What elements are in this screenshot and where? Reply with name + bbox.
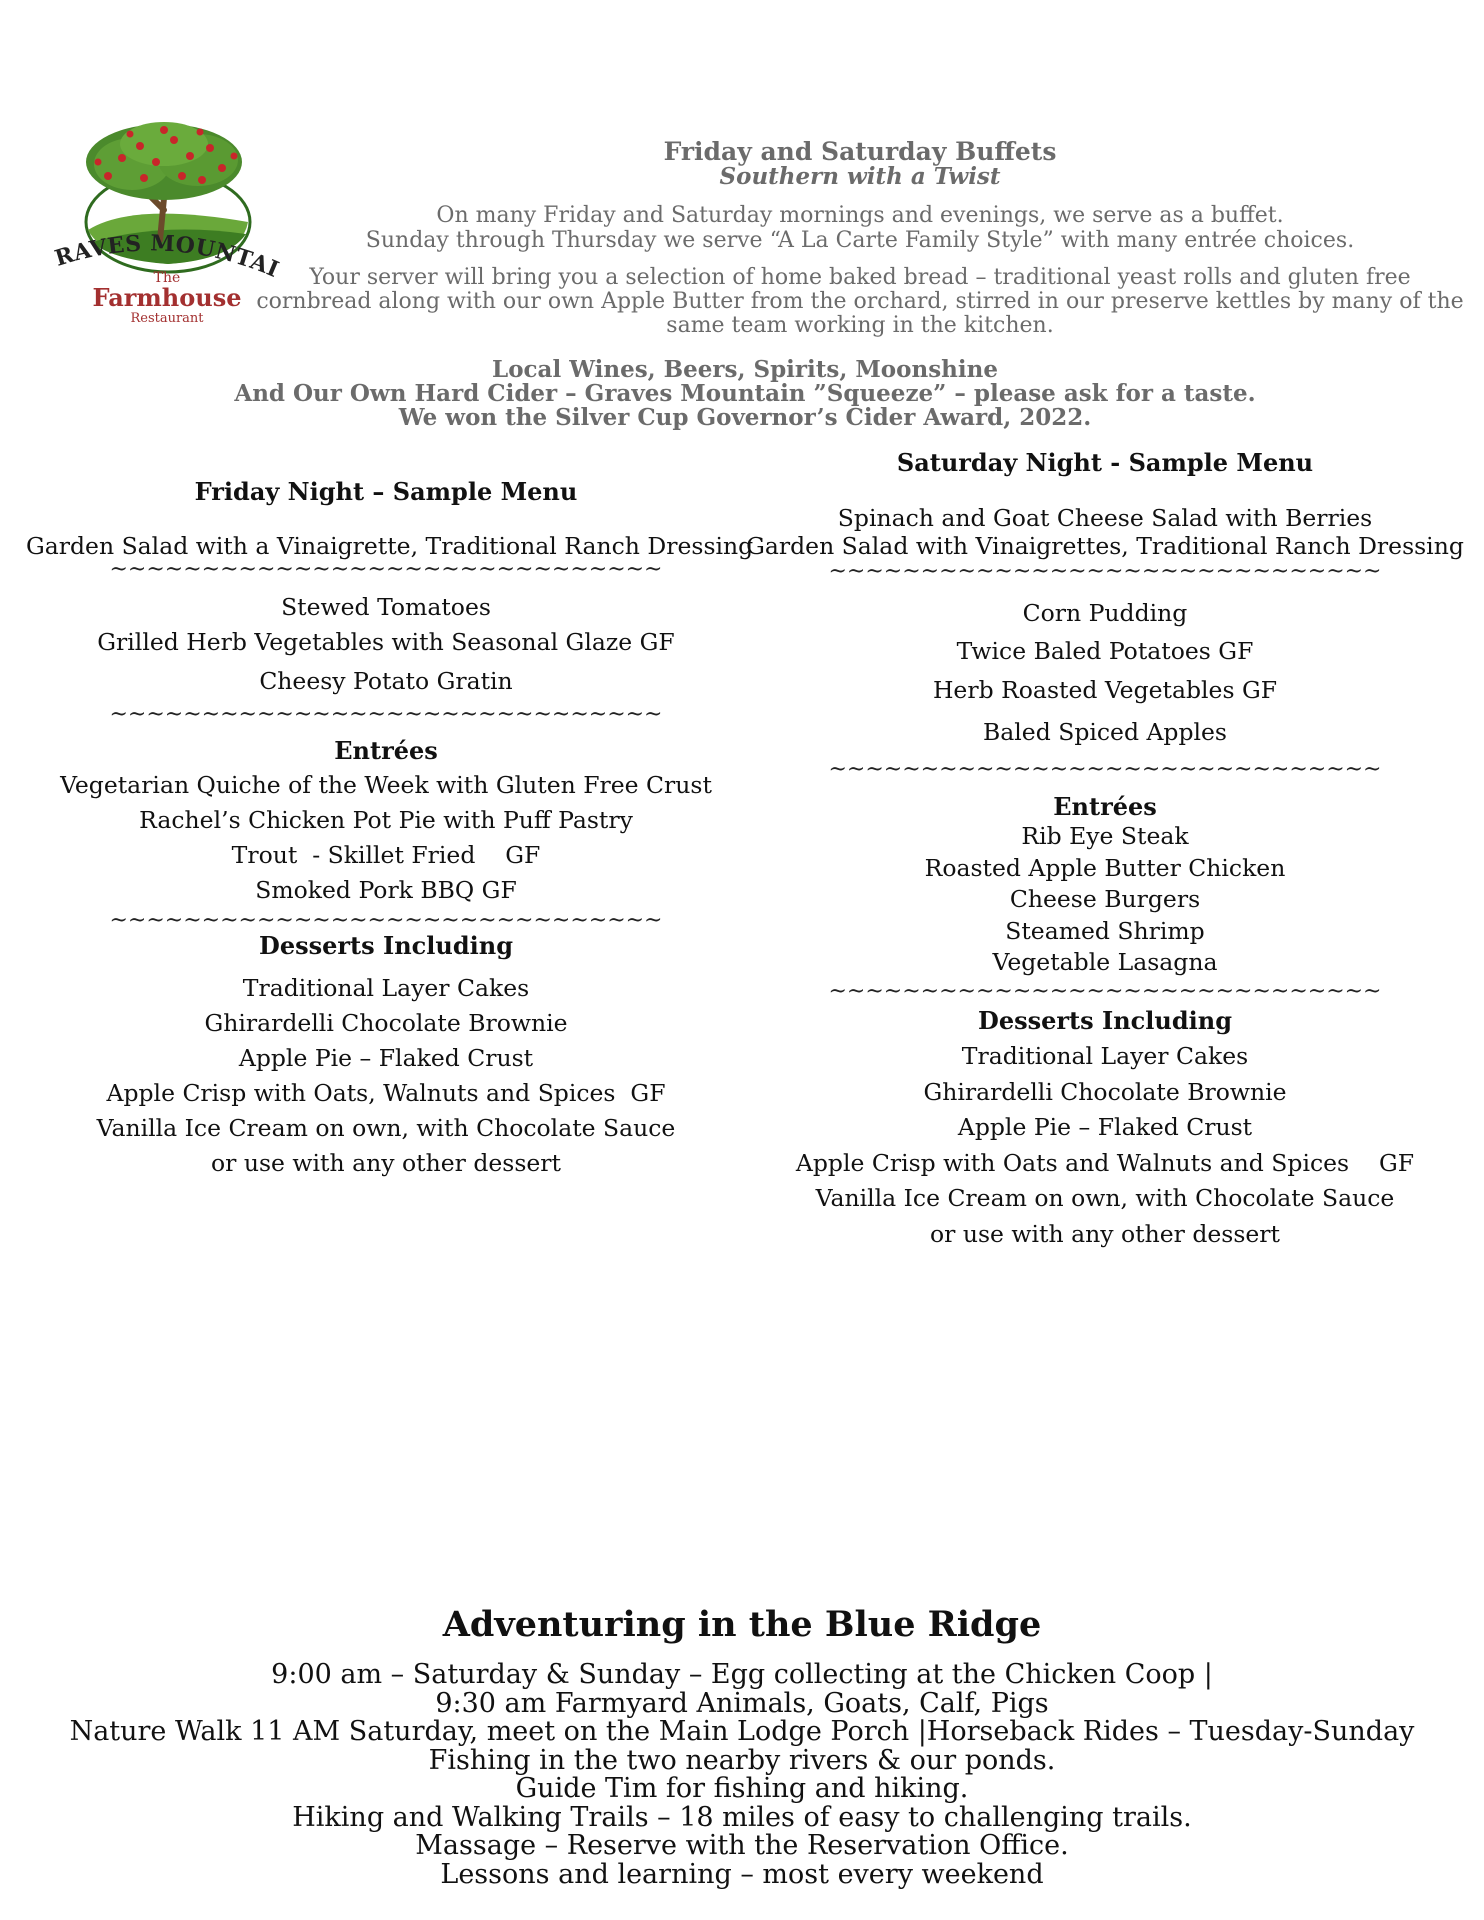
logo-the: The <box>153 270 181 286</box>
intro-text <box>250 203 1470 253</box>
menu-item: Twice Baled Potatoes GF <box>956 637 1254 665</box>
dessert-item: Ghirardelli Chocolate Brownie <box>204 1009 568 1037</box>
buffet-header <box>250 138 1470 338</box>
promo-text <box>200 358 1290 430</box>
adventure-item: Lessons and learning – most every weekend <box>440 1858 1044 1890</box>
intro-line: On many Friday and Saturday mornings and evenings, we serve as a buffet. <box>436 203 1284 228</box>
menu-item: Cheesy Potato Gratin <box>259 667 513 695</box>
adventure-item: Massage – Reserve with the Reservation Office. <box>415 1830 1069 1861</box>
dessert-item: Apple Pie – Flaked Crust <box>957 1112 1253 1141</box>
logo-brand-top: RAVES MOUNTAI <box>52 230 282 284</box>
adventure-item: 9:00 am – Saturday & Sunday – Egg collecting at the Chicken Coop | <box>271 1659 1213 1690</box>
dessert-item: or use with any other dessert <box>930 1219 1280 1248</box>
promo-line: And Our Own Hard Cider – Graves Mountain ”Squeeze” – please ask for a taste. <box>234 380 1256 407</box>
friday-desserts-heading: Desserts Including <box>259 931 513 960</box>
dessert-item: Apple Crisp with Oats and Walnuts and Spices GF <box>795 1148 1415 1177</box>
tree-logo-icon <box>52 118 282 328</box>
header-title: Friday and Saturday Buffets <box>663 137 1057 166</box>
logo-restaurant: Restaurant <box>130 311 204 326</box>
menu-item: Roasted Apple Butter Chicken <box>924 853 1286 882</box>
saturday-desserts-heading: Desserts Including <box>978 1005 1232 1035</box>
promo-line: Local Wines, Beers, Spirits, Moonshine <box>492 356 998 383</box>
bread-line: same team working in the kitchen. <box>666 313 1054 338</box>
divider: ~~~~~~~~~~~~~~~~~~~~~~~~~~~~~~ <box>109 706 663 724</box>
intro-line: Sunday through Thursday we serve “A La Carte Family Style” with many entrée choices. <box>365 228 1355 253</box>
menu-item: Grilled Herb Vegetables with Seasonal Glaze GF <box>97 628 675 656</box>
divider: ~~~~~~~~~~~~~~~~~~~~~~~~~~~~~~ <box>109 912 663 930</box>
adventure-item: Hiking and Walking Trails – 18 miles of easy to challenging trails. <box>292 1801 1192 1833</box>
menu-item: Cheese Burgers <box>1009 885 1201 913</box>
dessert-item: Apple Crisp with Oats, Walnuts and Spices GF <box>106 1079 666 1107</box>
bread-line: cornbread along with our own Apple Butter from the orchard, stirred in our preserve kettles by many of the <box>256 289 1464 314</box>
dessert-item: or use with any other dessert <box>211 1149 561 1177</box>
adventure-item: Fishing in the two nearby rivers & our ponds. <box>428 1744 1056 1776</box>
friday-salad: Garden Salad with a Vinaigrette, Traditional Ranch Dressing <box>26 532 754 560</box>
adventure-title: Adventuring in the Blue Ridge <box>442 1604 1042 1645</box>
adventure-item: Nature Walk 11 AM Saturday, meet on the Main Lodge Porch |Horseback Rides – Tuesday-Sunday <box>69 1716 1415 1747</box>
header-subtitle: Southern with a Twist <box>719 163 1001 190</box>
dessert-item: Ghirardelli Chocolate Brownie <box>923 1077 1287 1106</box>
menu-item: Smoked Pork BBQ GF <box>255 876 517 904</box>
menu-item: Corn Pudding <box>1022 599 1188 627</box>
friday-heading: Friday Night – Sample Menu <box>194 477 578 506</box>
bread-line: Your server will bring you a selection of home baked bread – traditional yeast rolls and gluten free <box>309 265 1411 290</box>
saturday-salad: Garden Salad with Vinaigrettes, Traditional Ranch Dressing <box>746 532 1464 560</box>
adventure-section <box>0 1605 1484 1889</box>
menu-item: Stewed Tomatoes <box>281 593 491 621</box>
dessert-item: Vanilla Ice Cream on own, with Chocolate Sauce <box>96 1114 676 1142</box>
dessert-item: Vanilla Ice Cream on own, with Chocolate Sauce <box>815 1183 1395 1212</box>
divider: ~~~~~~~~~~~~~~~~~~~~~~~~~~~~~~ <box>828 563 1382 581</box>
menu-item: Baled Spiced Apples <box>983 718 1227 746</box>
divider: ~~~~~~~~~~~~~~~~~~~~~~~~~~~~~~ <box>109 561 663 579</box>
promo-line: We won the Silver Cup Governor’s Cider Award, 2022. <box>398 404 1092 431</box>
menu-item: Trout - Skillet Fried GF <box>231 841 541 869</box>
menu-item: Herb Roasted Vegetables GF <box>932 676 1278 704</box>
menu-item: Rib Eye Steak <box>1021 822 1189 850</box>
adventure-list <box>0 1661 1484 1889</box>
menu-item: Steamed Shrimp <box>1005 916 1205 945</box>
saturday-heading: Saturday Night - Sample Menu <box>896 448 1314 477</box>
friday-menu <box>26 477 754 1181</box>
logo-farmhouse: Farmhouse <box>92 283 242 312</box>
divider: ~~~~~~~~~~~~~~~~~~~~~~~~~~~~~~ <box>828 982 1382 1001</box>
restaurant-logo <box>52 118 282 328</box>
bread-text <box>250 266 1470 338</box>
saturday-entrees-heading: Entrées <box>1053 792 1157 821</box>
saturday-salad: Spinach and Goat Cheese Salad with Berries <box>837 504 1373 532</box>
menu-item: Vegetarian Quiche of the Week with Gluten Free Crust <box>60 771 712 799</box>
adventure-item: Guide Tim for fishing and hiking. <box>515 1773 969 1804</box>
menu-item: Vegetable Lasagna <box>992 948 1218 976</box>
adventure-item: 9:30 am Farmyard Animals, Goats, Calf, Pigs <box>435 1687 1049 1719</box>
divider: ~~~~~~~~~~~~~~~~~~~~~~~~~~~~~~ <box>828 761 1382 779</box>
dessert-item: Apple Pie – Flaked Crust <box>238 1044 534 1072</box>
saturday-menu <box>745 449 1465 1252</box>
dessert-item: Traditional Layer Cakes <box>242 974 530 1002</box>
friday-entrees-heading: Entrées <box>334 736 438 765</box>
menu-item: Rachel’s Chicken Pot Pie with Puff Pastry <box>139 806 633 834</box>
dessert-item: Traditional Layer Cakes <box>961 1041 1249 1070</box>
